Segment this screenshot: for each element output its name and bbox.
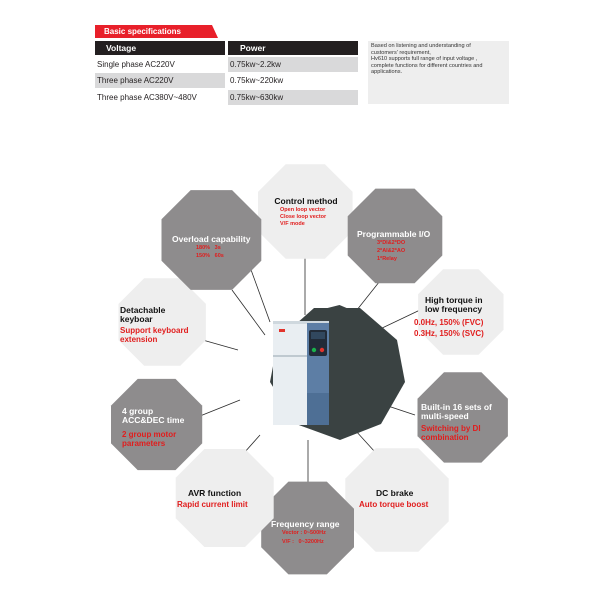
feature-detail-accdec: parameters: [122, 439, 166, 448]
feature-detail-multispeed: Switching by DI: [421, 424, 481, 433]
table-cell-voltage: Single phase AC220V: [97, 60, 175, 69]
feature-title-avr: AVR function: [188, 488, 242, 498]
note-line: customers' requirement,: [371, 49, 431, 56]
feature-shape-avr: [176, 449, 274, 547]
feature-title-dcbrake: DC brake: [376, 488, 414, 498]
column-header-voltage: Voltage: [95, 41, 225, 55]
section-title: Basic specifications: [104, 27, 181, 36]
feature-title-overload: Overload capability: [172, 234, 251, 244]
feature-title-keyboard: Detachable: [120, 305, 166, 315]
feature-detail-io: 2*AI&2*AO: [377, 248, 406, 254]
feature-title-freq: Frequency range: [271, 519, 340, 529]
feature-title-accdec: 4 group: [122, 406, 154, 416]
table-cell-voltage: Three phase AC380V~480V: [97, 93, 197, 102]
feature-detail-multispeed: combination: [421, 433, 469, 442]
feature-title-control: Control method: [274, 196, 338, 206]
table-cell-power: 0.75kw~630kw: [228, 90, 358, 105]
feature-title-torque: low frequency: [425, 304, 483, 314]
feature-title-torque: High torque in: [425, 295, 483, 305]
inverter-drive-image: [273, 321, 329, 425]
feature-detail-dcbrake: Auto torque boost: [359, 500, 429, 509]
table-cell-power: 0.75kw~220kw: [230, 76, 284, 85]
feature-detail-freq: Vector : 0~500Hz: [282, 530, 326, 536]
column-header-power: Power: [228, 41, 358, 55]
feature-detail-control: Close loop vector: [280, 214, 327, 220]
feature-detail-control: Open loop vector: [280, 207, 326, 213]
feature-detail-control: V/F mode: [280, 221, 305, 227]
feature-detail-torque: 0.0Hz, 150% (FVC): [414, 318, 484, 327]
table-cell-voltage: Three phase AC220V: [95, 73, 225, 88]
feature-detail-io: 3*DI&2*DO: [377, 240, 406, 246]
feature-detail-torque: 0.3Hz, 150% (SVC): [414, 329, 484, 338]
note-line: applications.: [371, 69, 403, 76]
feature-detail-keyboard: Support keyboard: [120, 326, 189, 335]
note-line: Based on listening and understanding of: [371, 43, 471, 49]
feature-detail-freq: V/F : 0~3200Hz: [282, 539, 324, 545]
feature-title-multispeed: Built-in 16 sets of: [421, 402, 492, 412]
feature-detail-accdec: 2 group motor: [122, 430, 177, 439]
feature-detail-io: 1*Relay: [377, 256, 397, 262]
feature-detail-overload: 150% 60s: [196, 253, 224, 259]
note-line: Hv610 supports full range of input voltage ,: [371, 56, 478, 63]
table-cell-power: 0.75kw~2.2kw: [228, 57, 358, 72]
feature-title-multispeed: multi-speed: [421, 411, 469, 421]
note-line: complete functions for different countries and: [371, 62, 483, 69]
feature-title-io: Programmable I/O: [357, 229, 431, 239]
feature-title-accdec: ACC&DEC time: [122, 415, 185, 425]
feature-detail-keyboard: extension: [120, 335, 158, 344]
feature-detail-avr: Rapid current limit: [177, 500, 248, 509]
feature-title-keyboard: keyboar: [120, 314, 153, 324]
feature-detail-overload: 180% 3s: [196, 245, 221, 251]
